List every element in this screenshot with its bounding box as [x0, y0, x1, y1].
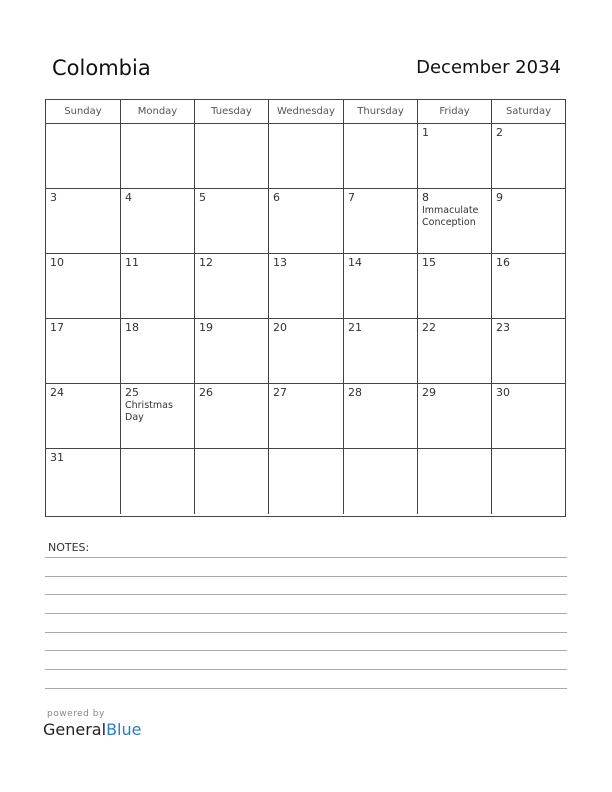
day-cell[interactable]: [46, 124, 121, 189]
note-line: [45, 576, 567, 577]
holiday-label: Immaculate Conception: [422, 205, 479, 228]
day-number: 17: [50, 321, 64, 334]
holiday-label: Christmas Day: [125, 400, 173, 423]
day-cell[interactable]: [195, 449, 269, 514]
day-number: 5: [199, 191, 206, 204]
day-cell[interactable]: [418, 384, 492, 449]
day-cell[interactable]: [492, 124, 565, 189]
day-number: 19: [199, 321, 213, 334]
day-cell[interactable]: [121, 189, 195, 254]
day-cell[interactable]: [344, 319, 418, 384]
note-line: [45, 632, 567, 633]
day-cell[interactable]: [195, 124, 269, 189]
day-number: 20: [273, 321, 287, 334]
day-cell[interactable]: [269, 189, 344, 254]
day-cell[interactable]: [46, 449, 121, 514]
day-cell[interactable]: [492, 384, 565, 449]
day-number: 6: [273, 191, 280, 204]
day-number: 21: [348, 321, 362, 334]
weekday-header: Sunday: [46, 100, 121, 124]
day-cell[interactable]: [269, 449, 344, 514]
day-cell[interactable]: [121, 384, 195, 449]
day-cell[interactable]: [344, 384, 418, 449]
day-number: 7: [348, 191, 355, 204]
day-cell[interactable]: [269, 254, 344, 319]
day-number: 28: [348, 386, 362, 399]
weekday-header: Monday: [121, 100, 195, 124]
day-number: 15: [422, 256, 436, 269]
day-cell[interactable]: [46, 384, 121, 449]
note-line: [45, 669, 567, 670]
day-number: 11: [125, 256, 139, 269]
day-number: 22: [422, 321, 436, 334]
calendar-country-title: Colombia: [52, 56, 151, 80]
day-cell[interactable]: [492, 449, 565, 514]
day-cell[interactable]: [418, 124, 492, 189]
day-cell[interactable]: [418, 449, 492, 514]
day-cell[interactable]: [195, 384, 269, 449]
weekday-header: Wednesday: [269, 100, 344, 124]
weekday-header: Friday: [418, 100, 492, 124]
day-number: 30: [496, 386, 510, 399]
day-cell[interactable]: [344, 254, 418, 319]
weekday-header: Saturday: [492, 100, 565, 124]
day-cell[interactable]: [492, 189, 565, 254]
day-number: 14: [348, 256, 362, 269]
calendar-month-title: December 2034: [416, 57, 561, 78]
day-cell[interactable]: [46, 189, 121, 254]
calendar-grid: [45, 99, 566, 517]
brand-general-text: General: [43, 720, 107, 739]
day-cell[interactable]: [492, 319, 565, 384]
day-cell[interactable]: [195, 189, 269, 254]
day-cell[interactable]: [121, 124, 195, 189]
day-cell[interactable]: [46, 254, 121, 319]
day-cell[interactable]: [121, 254, 195, 319]
day-number: 13: [273, 256, 287, 269]
day-number: 24: [50, 386, 64, 399]
weekday-header: Tuesday: [195, 100, 269, 124]
day-cell[interactable]: [46, 319, 121, 384]
note-line: [45, 688, 567, 689]
day-cell[interactable]: [121, 319, 195, 384]
day-cell[interactable]: [269, 384, 344, 449]
day-cell[interactable]: [418, 254, 492, 319]
note-line: [45, 557, 567, 558]
day-cell[interactable]: [492, 254, 565, 319]
weekday-header: Thursday: [344, 100, 418, 124]
day-cell[interactable]: [344, 124, 418, 189]
day-number: 18: [125, 321, 139, 334]
day-cell[interactable]: [269, 124, 344, 189]
day-cell[interactable]: [269, 319, 344, 384]
day-number: 16: [496, 256, 510, 269]
day-number: 3: [50, 191, 57, 204]
day-number: 8: [422, 191, 429, 204]
day-cell[interactable]: [344, 189, 418, 254]
day-number: 9: [496, 191, 503, 204]
day-cell[interactable]: [418, 319, 492, 384]
day-number: 23: [496, 321, 510, 334]
day-number: 25: [125, 386, 139, 399]
note-line: [45, 594, 567, 595]
day-number: 26: [199, 386, 213, 399]
notes-label: NOTES:: [48, 541, 90, 554]
day-number: 29: [422, 386, 436, 399]
day-number: 2: [496, 126, 503, 139]
day-number: 31: [50, 451, 64, 464]
note-line: [45, 613, 567, 614]
day-number: 4: [125, 191, 132, 204]
day-number: 10: [50, 256, 64, 269]
day-cell[interactable]: [344, 449, 418, 514]
day-number: 12: [199, 256, 213, 269]
powered-by-text: powered by: [47, 709, 105, 719]
day-cell[interactable]: [195, 254, 269, 319]
brand-blue-text: Blue: [106, 720, 142, 739]
day-number: 27: [273, 386, 287, 399]
day-number: 1: [422, 126, 429, 139]
day-cell[interactable]: [195, 319, 269, 384]
brand-logo[interactable]: [43, 720, 141, 739]
note-line: [45, 650, 567, 651]
day-cell[interactable]: [418, 189, 492, 254]
day-cell[interactable]: [121, 449, 195, 514]
